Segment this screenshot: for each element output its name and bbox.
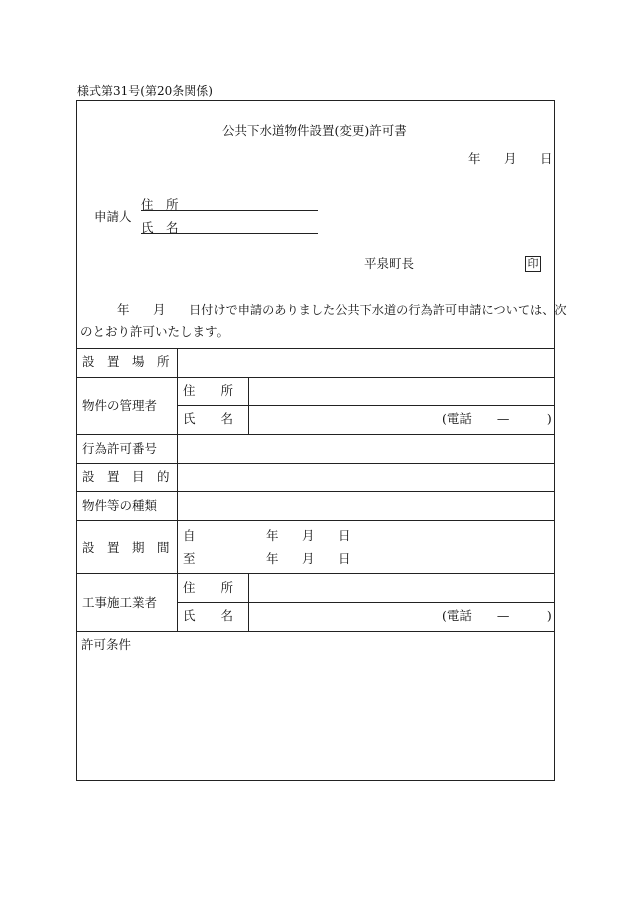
date-day: 日	[540, 151, 553, 166]
period-label: 設 置 期 間	[82, 540, 170, 555]
period-from-month: 月	[302, 528, 315, 543]
contractor-name-label: 氏 名	[183, 608, 234, 623]
row-divider	[76, 377, 555, 378]
applicant-label: 申請人	[94, 209, 132, 224]
row-divider	[76, 520, 555, 521]
body-year: 年	[117, 302, 130, 317]
period-from-day: 日	[338, 528, 351, 543]
period-from: 自	[183, 528, 196, 543]
body-line1-text: 日付けで申請のありました公共下水道の行為許可申請については、次	[189, 303, 567, 317]
contractor-address-label: 住 所	[183, 580, 234, 595]
document-title: 公共下水道物件設置(変更)許可書	[222, 123, 407, 138]
form-number: 様式第31号(第20条関係)	[77, 84, 213, 98]
row-divider	[76, 463, 555, 464]
owner-name-label: 氏 名	[183, 411, 234, 426]
applicant-address-line	[141, 210, 318, 211]
owner-label: 物件の管理者	[82, 398, 158, 413]
period-from-year: 年	[266, 528, 279, 543]
column-divider	[248, 377, 249, 434]
contractor-label: 工事施工業者	[82, 595, 158, 610]
applicant-name-line	[141, 233, 318, 234]
period-to-month: 月	[302, 551, 315, 566]
period-to: 至	[183, 551, 196, 566]
owner-phone: (電話 — )	[442, 411, 552, 426]
row-divider	[177, 405, 555, 406]
date-month: 月	[504, 151, 517, 166]
row-divider	[76, 434, 555, 435]
date-year: 年	[468, 151, 481, 166]
conditions-label: 許可条件	[81, 637, 132, 652]
permit-number-label: 行為許可番号	[82, 441, 158, 456]
period-to-day: 日	[338, 551, 351, 566]
row-divider	[76, 573, 555, 574]
body-line2: のとおり許可いたします。	[80, 324, 230, 339]
contractor-phone: (電話 — )	[442, 608, 552, 623]
row-divider	[76, 491, 555, 492]
period-to-year: 年	[266, 551, 279, 566]
seal-mark: 印	[525, 256, 541, 272]
applicant-address-label: 住 所	[141, 197, 179, 212]
purpose-label: 設 置 目 的	[82, 469, 170, 484]
owner-address-label: 住 所	[183, 383, 234, 398]
issuer-name: 平泉町長	[364, 256, 415, 271]
body-month: 月	[153, 302, 166, 317]
location-label: 設 置 場 所	[82, 354, 170, 369]
row-divider	[76, 348, 555, 349]
object-type-label: 物件等の種類	[82, 498, 158, 513]
row-divider	[177, 602, 555, 603]
column-divider	[177, 348, 178, 631]
column-divider	[248, 573, 249, 631]
applicant-name-label: 氏 名	[141, 220, 179, 235]
row-divider	[76, 631, 555, 632]
